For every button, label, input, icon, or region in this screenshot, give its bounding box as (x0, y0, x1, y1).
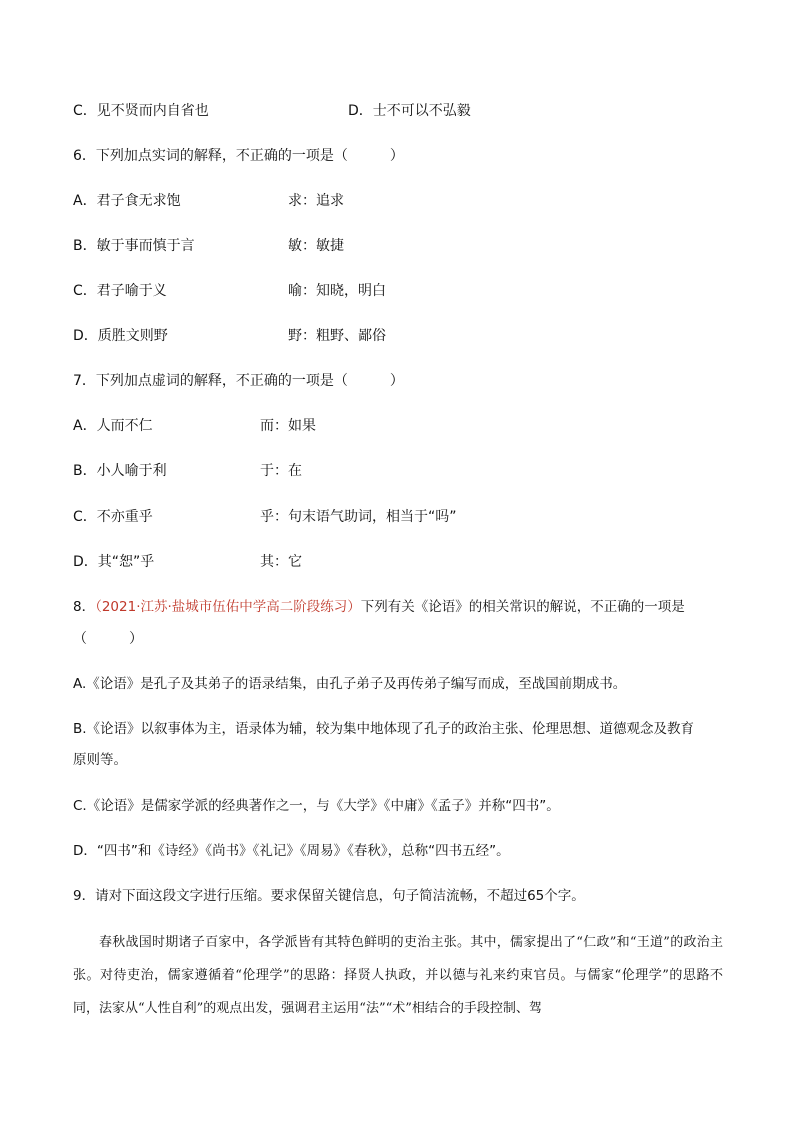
q7-stem: 7．下列加点虚词的解释，不正确的一项是（ ） (73, 373, 404, 389)
q6-option-b-note: 敏：敏捷 (288, 238, 344, 254)
q8-option-b-line2: 原则等。 (73, 752, 127, 768)
q5-option-c: C．见不贤而内自省也 (73, 103, 209, 119)
q7-option-d-note: 其：它 (260, 554, 302, 570)
q6-option-b: B．敏于事而慎于言 (73, 238, 195, 254)
q7-option-b-note: 于：在 (260, 463, 302, 479)
q7-option-c: C．不亦重乎 (73, 509, 153, 525)
q6-option-d-note: 野：粗野、鄙俗 (288, 328, 386, 344)
q8-number: 8． (73, 599, 96, 615)
q6-option-c-note: 喻：知晓，明白 (288, 283, 386, 299)
q8-source: （2021·江苏·盐城市伍佑中学高二阶段练习） (95, 599, 361, 615)
q7-option-a: A．人而不仁 (73, 418, 153, 434)
q9-stem: 9．请对下面这段文字进行压缩。要求保留关键信息，句子简洁流畅，不超过65个字。 (73, 888, 585, 904)
q6-option-a: A．君子食无求饱 (73, 193, 181, 209)
q7-option-a-note: 而：如果 (260, 418, 316, 434)
q8-stem: 下列有关《论语》的相关常识的解说，不正确的一项是 (360, 599, 685, 615)
q7-option-b: B．小人喻于利 (73, 463, 167, 479)
q6-stem: 6．下列加点实词的解释，不正确的一项是（ ） (73, 148, 404, 164)
q5-option-d: D．士不可以不弘毅 (348, 103, 471, 119)
q8-option-a: A.《论语》是孔子及其弟子的语录结集，由孔子弟子及再传弟子编写而成，至战国前期成书。 (73, 676, 627, 692)
q9-passage: 春秋战国时期诸子百家中，各学派皆有其特色鲜明的吏治主张。其中，儒家提出了“仁政”和“王道”的政治主张。对待吏治，儒家遵循着“伦理学”的思路：择贤人执政，并以德与礼来约束官员。与儒家“伦理学”的思路不同，法家从“人性自利”的观点出发，强调君主运用“法”“术”相结合的手段控制、驾 (73, 935, 723, 1016)
q6-option-c: C．君子喻于义 (73, 283, 167, 299)
q8-option-c: C.《论语》是儒家学派的经典著作之一，与《大学》《中庸》《孟子》并称“四书”。 (73, 798, 560, 814)
q6-option-d: D．质胜文则野 (73, 328, 168, 344)
q8-stem-line (73, 597, 685, 617)
q7-option-d: D．其“恕”乎 (73, 554, 155, 570)
q8-option-d: D．“四书”和《诗经》《尚书》《礼记》《周易》《春秋》，总称“四书五经”。 (73, 843, 510, 859)
q6-option-a-note: 求：追求 (288, 193, 344, 209)
q7-option-c-note: 乎：句末语气助词，相当于“吗” (260, 509, 457, 525)
q8-option-b-line1: B.《论语》以叙事体为主，语录体为辅，较为集中地体现了孔子的政治主张、伦理思想、道德观念及教育 (73, 721, 695, 737)
q8-answer-paren: （ ） (73, 631, 143, 647)
